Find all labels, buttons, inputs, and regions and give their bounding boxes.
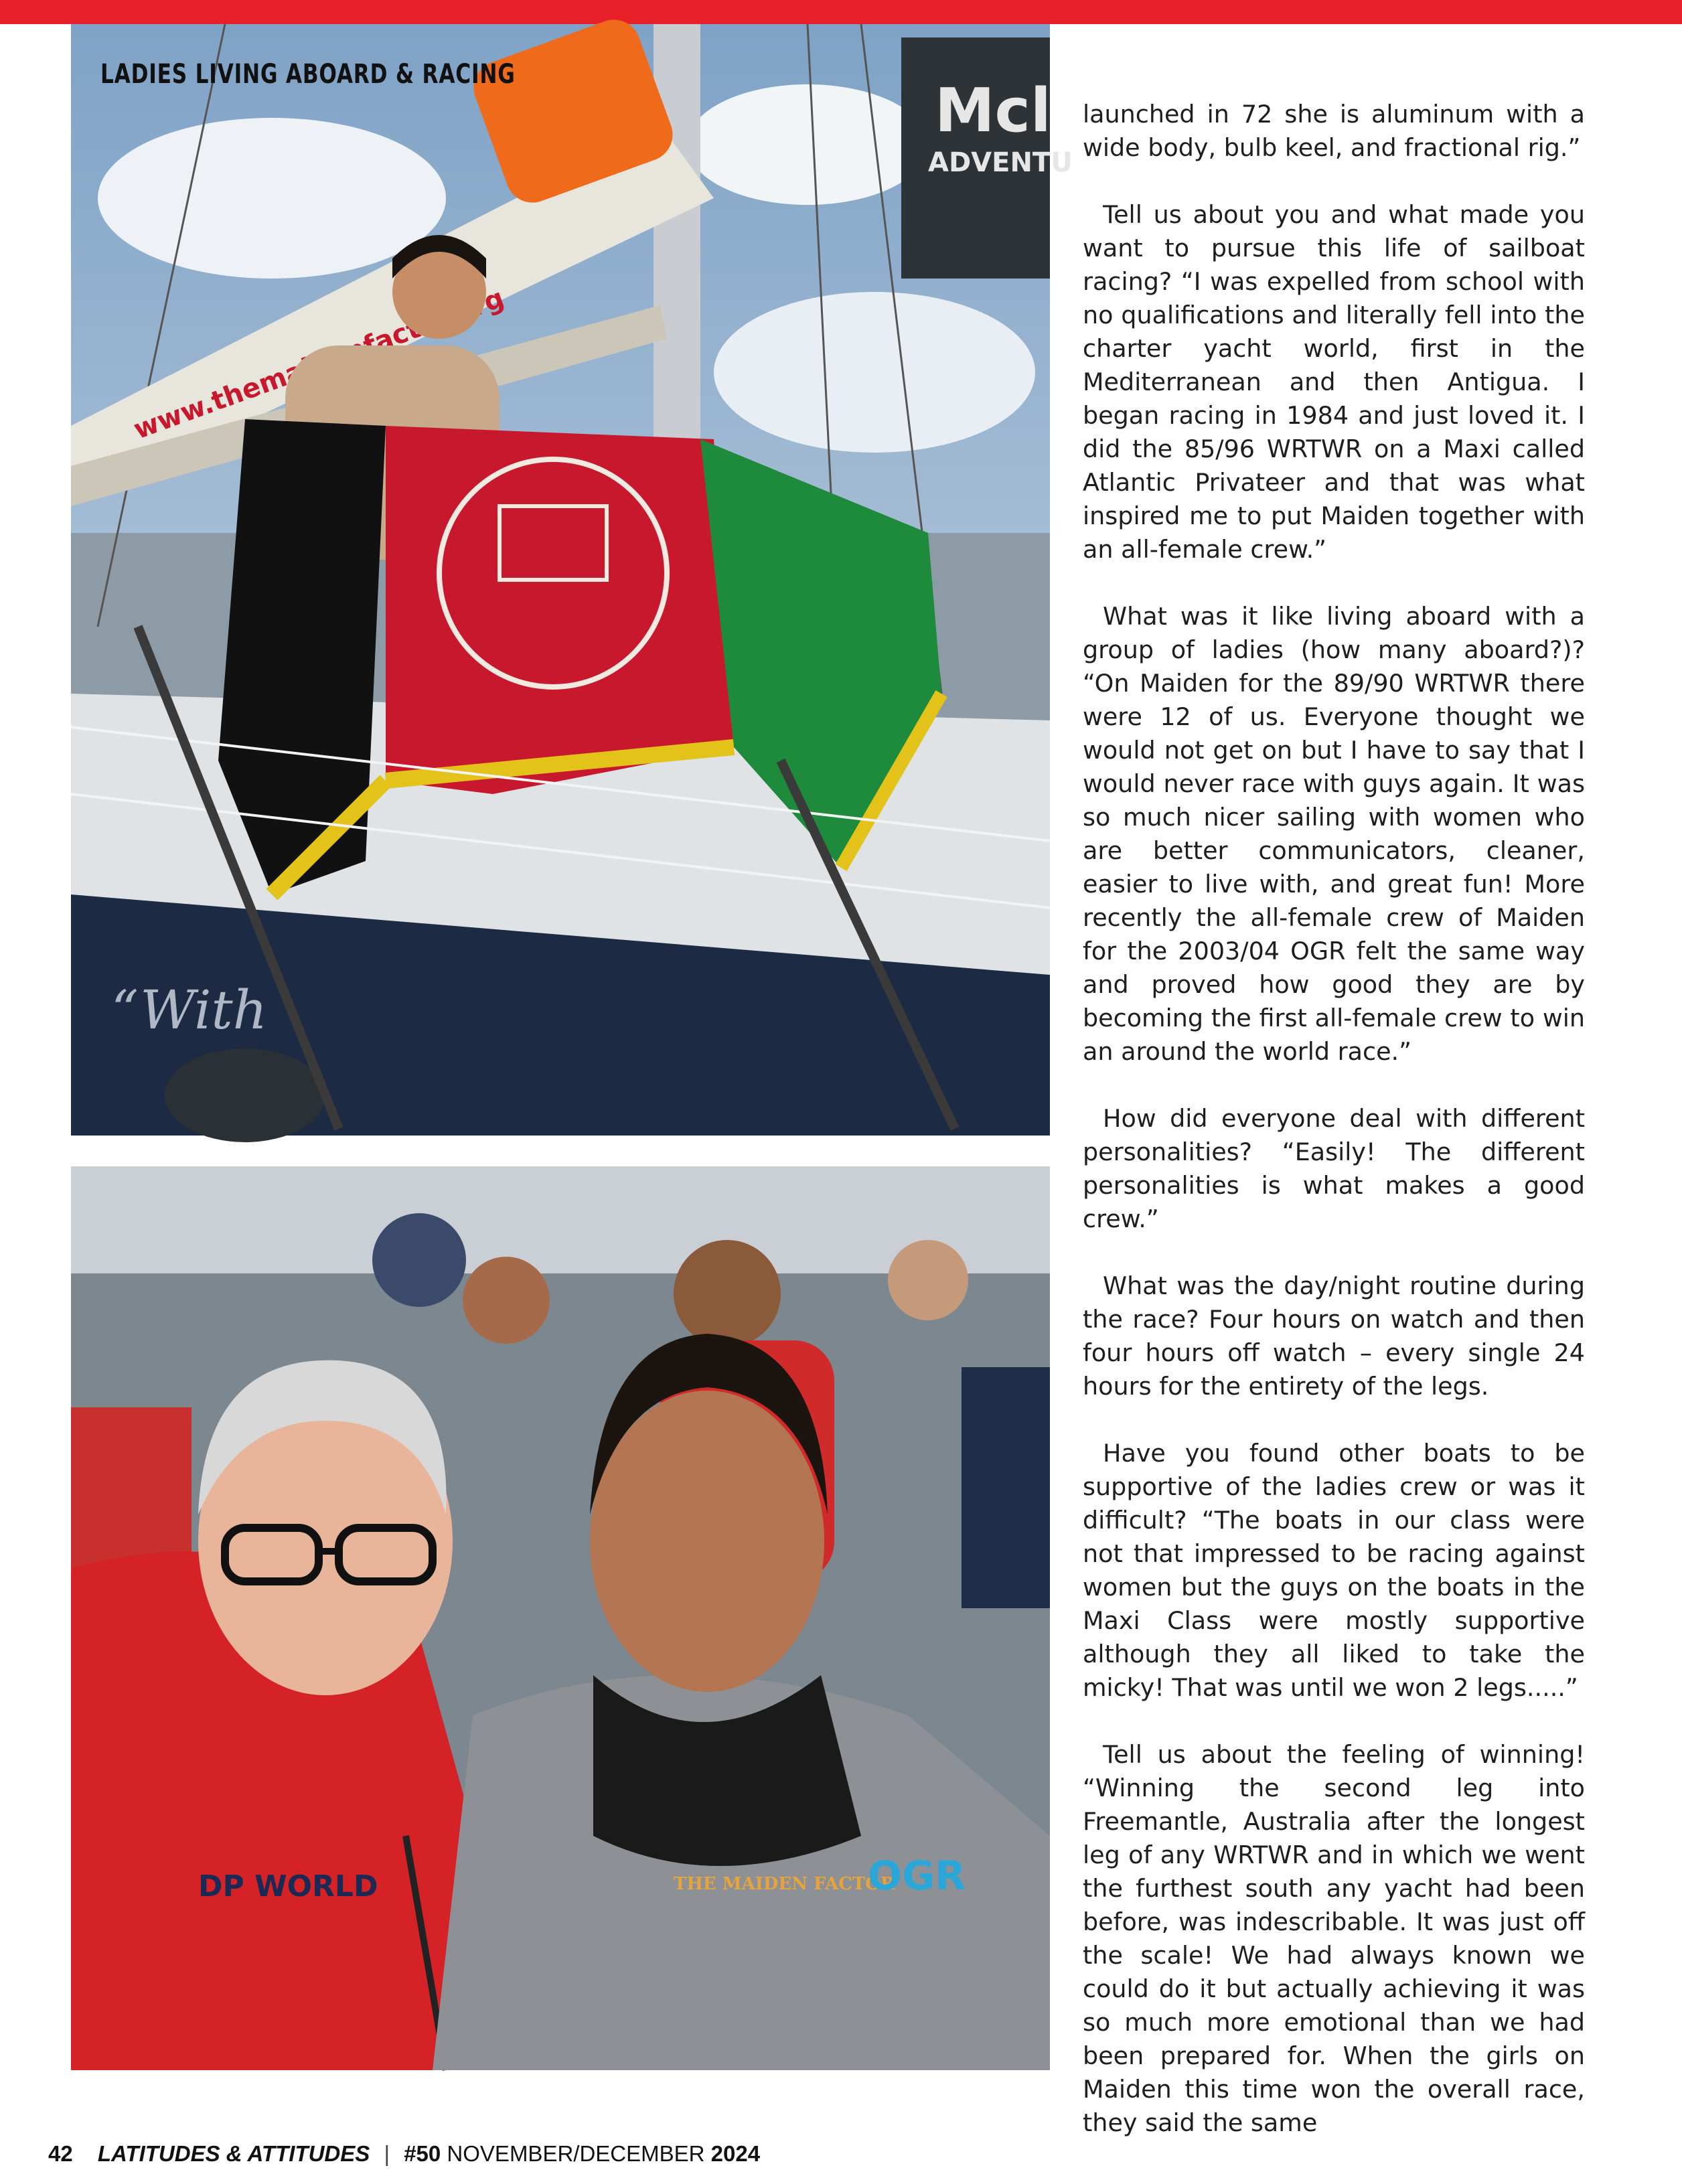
article-text-column bbox=[1083, 98, 1585, 2140]
jacket-logo-text: DP WORLD bbox=[198, 1869, 378, 1903]
article-paragraph: How did everyone deal with different personalities? “Easily! The different personalities is what makes a good crew.” bbox=[1083, 1104, 1585, 1233]
issue-date: NOVEMBER/DECEMBER bbox=[447, 2141, 705, 2166]
footer-separator: | bbox=[384, 2141, 390, 2166]
article-paragraph: What was it like living aboard with a group of ladies (how many aboard?)? “On Maiden for the 89/90 WRTWR there were 12 of us. Everyone thought we would not get on but I have to say that I would never race with guys again. It was so much nicer sailing with women who are better communicators, cleaner, easier to live with, and great fun! More recently the all-female crew of Maiden for the 2003/04 OGR felt the same way and proved how good they are by becoming the first all-female crew to win an around the world race.” bbox=[1083, 602, 1585, 1066]
article-paragraph: Tell us about you and what made you want to pursue this life of sailboat racing? “I was expelled from school with no qualifications and literally fell into the charter yacht world, first in the Mediterranean and then Antigua. I began racing in 1984 and just loved it. I did the 85/96 WRTWR on a Maxi called Atlantic Privateer and that was what inspired me to put Maiden together with an all-female crew.” bbox=[1083, 200, 1585, 564]
article-paragraph: Have you found other boats to be supportive of the ladies crew or was it difficult? “The boats in our class were not that impressed to be racing against women but the guys on the boats in the Maxi Class were mostly supportive although they all liked to take the micky! That was until we won 2 legs.....” bbox=[1083, 1439, 1585, 1702]
page-number: 42 bbox=[48, 2141, 73, 2166]
fleece-brand-text: THE MAIDEN FACTOR bbox=[674, 1874, 895, 1894]
svg-text:“With: “With bbox=[111, 979, 268, 1041]
issue-year: 2024 bbox=[710, 2141, 761, 2166]
article-paragraph: What was the day/night routine during the race? Four hours on watch and then four hours off watch – every single 24 hours for the entirety of the legs. bbox=[1083, 1271, 1585, 1401]
top-accent-bar bbox=[0, 0, 1682, 24]
issue-number: #50 bbox=[404, 2141, 441, 2166]
svg-text:Mcl: Mcl bbox=[935, 76, 1051, 146]
section-label: LADIES LIVING ABOARD & RACING bbox=[100, 59, 516, 90]
photo-woman-with-flag-on-yacht bbox=[71, 24, 1073, 1136]
fleece-logo-text: OGR bbox=[868, 1853, 966, 1899]
fender bbox=[165, 1048, 325, 1142]
photo-two-women-portrait bbox=[71, 1166, 1050, 2070]
article-paragraph: Tell us about the feeling of winning! “Winning the second leg into Freemantle, Australia after the longest leg of any WRTWR and in which we went the furthest south any yacht had been before, was indescribable. It was just off the scale! We had always known we could do it but actually achieving it was so much more emotional than we had been prepared for. When the girls on Maiden this time won the overall race, they said the same bbox=[1083, 1740, 1585, 2137]
page-footer bbox=[48, 2141, 760, 2167]
publication-name: LATITUDES & ATTITUDES bbox=[97, 2141, 370, 2166]
svg-text:ADVENTU: ADVENTU bbox=[928, 147, 1073, 178]
article-paragraph: launched in 72 she is aluminum with a wide body, bulb keel, and fractional rig.” bbox=[1083, 100, 1585, 162]
